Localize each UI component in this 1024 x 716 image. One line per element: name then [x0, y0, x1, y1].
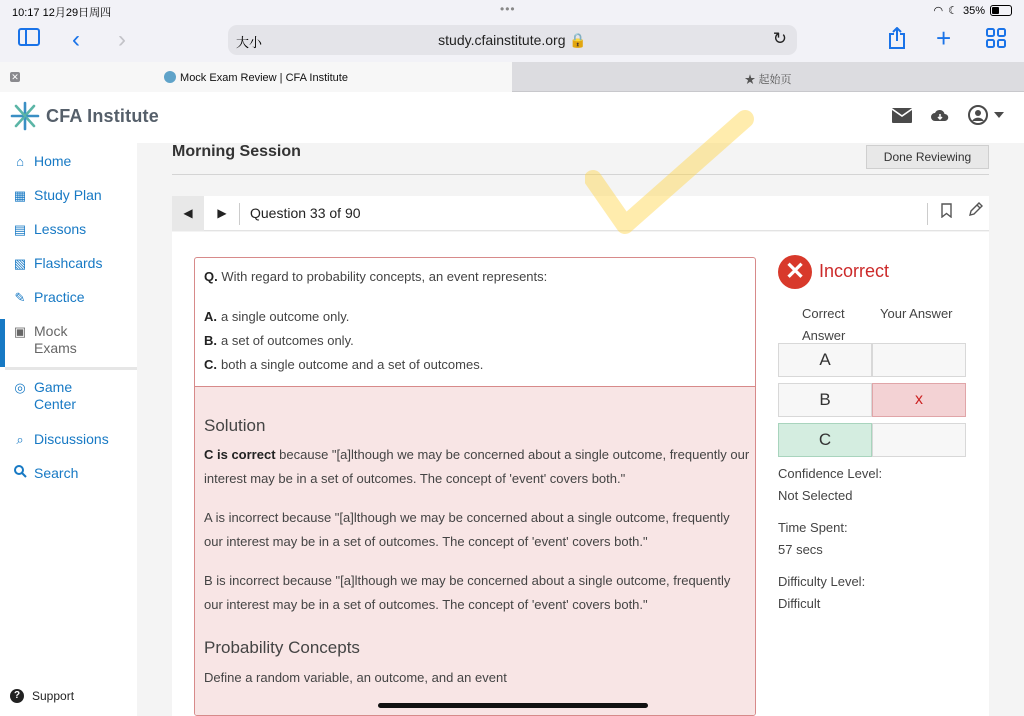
your-answer-header: Your Answer: [880, 306, 953, 321]
solution-paragraph: B is incorrect because "[a]lthough we may be concerned about a single outcome, frequently our interest may be in a set of outcomes. The concept of 'event' covers both.": [204, 573, 731, 612]
calendar-icon: ▦: [13, 188, 27, 203]
sidebar-item-practice[interactable]: ✎ Practice: [12, 289, 85, 306]
question-panel: [172, 232, 989, 716]
chat-icon: ⌕: [16, 432, 24, 447]
correct-answer-cell: A: [778, 343, 872, 377]
exam-icon: ▣: [13, 324, 27, 339]
flashcards-icon: ▧: [13, 256, 27, 271]
cfa-logo[interactable]: [10, 101, 159, 131]
sidebar-item-search[interactable]: Search: [12, 465, 78, 482]
url-text: study.cfainstitute.org 🔒: [438, 32, 587, 48]
your-answer-cell: [872, 343, 966, 377]
tab-strip: [0, 62, 1024, 92]
sidebar-divider: [5, 367, 137, 370]
support-link[interactable]: ? Support: [10, 689, 74, 703]
home-icon: ⌂: [16, 154, 24, 169]
search-icon: [12, 465, 28, 482]
sidebar-item-home[interactable]: ⌂ Home: [12, 153, 71, 170]
main-content: [137, 143, 1024, 716]
tab-title: Mock Exam Review | CFA Institute: [0, 71, 512, 84]
share-icon[interactable]: [888, 27, 906, 55]
correct-answer-header: Correct Answer: [802, 306, 846, 343]
forward-icon[interactable]: ›: [118, 26, 126, 53]
wifi-icon: ◠: [933, 5, 944, 17]
close-tab-icon[interactable]: ✕: [11, 72, 19, 82]
favicon-icon: [164, 71, 176, 83]
cloud-download-icon[interactable]: [930, 107, 950, 128]
battery-icon: [990, 5, 1012, 16]
topic-text: Define a random variable, an outcome, and an event: [204, 670, 507, 685]
question-box: [194, 257, 756, 716]
question-text: Q. With regard to probability concepts, an event represents:: [204, 269, 548, 284]
correct-answer-cell: B: [778, 383, 872, 417]
option-a: A. a single outcome only.: [204, 309, 350, 324]
difficulty-value: Difficult: [778, 596, 821, 611]
sidebar-item-flashcards[interactable]: ▧ Flashcards: [13, 255, 103, 271]
sidebar-item-game-center[interactable]: ◎ Game Center: [12, 379, 76, 413]
confidence-label: Confidence Level:: [778, 466, 883, 481]
header-actions: [892, 105, 1006, 130]
tabs-overview-icon[interactable]: [986, 28, 1006, 54]
gamepad-icon: ◎: [14, 380, 26, 395]
reload-icon[interactable]: ↻: [772, 29, 787, 48]
previous-question-button[interactable]: [172, 196, 204, 231]
user-menu-icon[interactable]: [968, 105, 1006, 130]
time-value: 57 secs: [778, 542, 823, 557]
option-b: B. a set of outcomes only.: [204, 333, 354, 348]
tab-mock-exam-review[interactable]: [0, 62, 512, 92]
help-icon: ?: [10, 689, 24, 703]
option-c: C. both a single outcome and a set of outcomes.: [204, 357, 484, 372]
status-right: [933, 4, 1012, 17]
text-size-button[interactable]: 大小: [236, 35, 263, 50]
triangle-right-icon: ▶: [217, 206, 227, 220]
question-counter: Question 33 of 90: [250, 205, 361, 221]
question-nav-bar: [172, 196, 989, 231]
sidebar-item-mock-exams[interactable]: ▣ Mock Exams: [13, 323, 77, 356]
close-circle-icon: ✕: [778, 255, 812, 289]
site-header: [0, 93, 1024, 143]
active-indicator: [0, 319, 5, 367]
triangle-left-icon: ◀: [183, 206, 193, 220]
tab-start-page[interactable]: ★ 起始页: [744, 74, 792, 86]
mail-icon[interactable]: [892, 107, 912, 128]
multitask-dots[interactable]: •••: [500, 2, 516, 16]
browser-toolbar: [0, 22, 1024, 62]
status-time: 10:17 12月29日周四: [12, 7, 112, 19]
bookmark-icon[interactable]: [941, 203, 952, 222]
nav-separator: [927, 203, 928, 225]
solution-heading: Solution: [204, 416, 266, 435]
moon-icon: ☾: [948, 5, 958, 17]
star-icon: ★: [744, 74, 756, 86]
sidebar-item-discussions[interactable]: ⌕ Discussions: [12, 431, 109, 448]
result-status: Incorrect: [819, 261, 890, 281]
title-divider: [172, 174, 989, 175]
cfa-logo-icon: [10, 101, 40, 131]
time-label: Time Spent:: [778, 520, 848, 535]
sidebar-item-lessons[interactable]: ▤ Lessons: [13, 221, 87, 237]
sidebar-item-study-plan[interactable]: ▦ Study Plan: [13, 187, 102, 203]
correct-answer-cell-highlight: C: [778, 423, 872, 457]
new-tab-icon[interactable]: +: [936, 23, 952, 53]
back-icon[interactable]: ‹: [72, 26, 80, 53]
battery-percent: 35%: [962, 4, 985, 17]
your-answer-cell-wrong: x: [872, 383, 966, 417]
difficulty-label: Difficulty Level:: [778, 574, 866, 589]
solution-paragraph: C is correct because "[a]lthough we may be concerned about a single outcome, frequently our interest may be in a set of outcomes. The concept of 'event' covers both.": [204, 447, 750, 486]
home-indicator[interactable]: [378, 703, 648, 708]
sidebar: [0, 143, 137, 716]
solution-section: [195, 386, 756, 716]
status-bar: [0, 0, 1024, 22]
lock-icon: 🔒: [569, 32, 587, 48]
nav-separator: [239, 203, 240, 225]
practice-icon: ✎: [14, 290, 26, 305]
done-reviewing-button[interactable]: Done Reviewing: [866, 145, 989, 169]
address-bar[interactable]: [228, 25, 797, 55]
logo-text: CFA Institute: [46, 105, 159, 126]
book-icon: ▤: [13, 222, 27, 237]
your-answer-cell: [872, 423, 966, 457]
solution-paragraph: A is incorrect because "[a]lthough we may be concerned about a single outcome, frequently our interest may be in a set of outcomes. The concept of 'event' covers both.": [204, 510, 730, 549]
confidence-value: Not Selected: [778, 488, 853, 503]
next-question-button[interactable]: [206, 196, 238, 231]
topic-heading: Probability Concepts: [204, 638, 360, 657]
sidebar-toggle-icon[interactable]: [18, 28, 40, 52]
page-title: Morning Session: [172, 143, 301, 160]
pencil-icon[interactable]: [968, 202, 983, 221]
